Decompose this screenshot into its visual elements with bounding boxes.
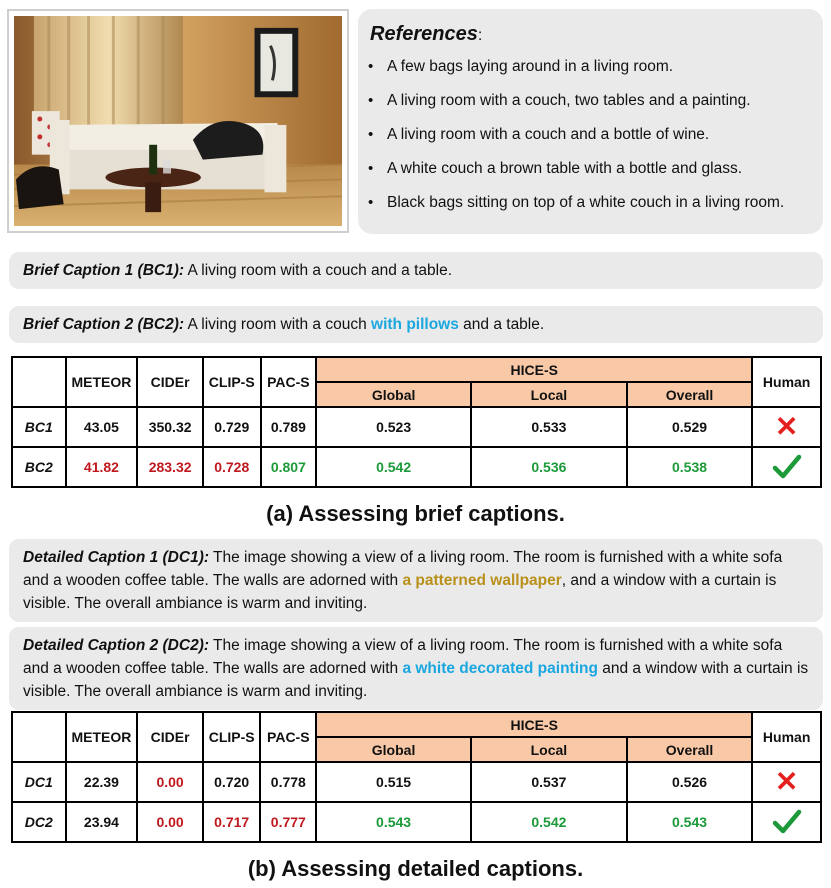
header-meteor: METEOR [66,357,138,407]
table-detailed [11,711,822,843]
reference-item: • A living room with a couch, two tables and a painting. [364,92,817,126]
header-pacs: PAC-S [260,712,316,762]
cell-human [752,802,821,842]
row-label: BC2 [12,447,66,487]
caption-highlight: a patterned wallpaper [402,572,562,589]
cell-cider: 283.32 [137,447,203,487]
caption-label: Brief Caption 2 (BC2): [23,316,185,333]
cell-pacs: 0.778 [260,762,316,802]
header-hices: HICE-S [316,712,752,737]
table-row [12,762,821,802]
header-cider: CIDEr [137,712,203,762]
header-human: Human [752,357,821,407]
cell-local: 0.533 [471,407,627,447]
cell-clips: 0.720 [203,762,261,802]
caption-highlight: a white decorated painting [402,660,598,677]
living-room-photo [7,9,349,233]
references-title [370,23,817,46]
caption-b: (b) Assessing detailed captions. [247,856,584,881]
table-row [12,407,821,447]
header-overall: Overall [627,737,753,762]
detailed-caption-1 [9,539,823,622]
references-list [364,58,817,228]
row-label: DC1 [12,762,66,802]
references-title-text: References [370,23,478,45]
corner-cell [12,712,66,762]
cell-clips: 0.729 [203,407,261,447]
cell-global: 0.543 [316,802,471,842]
cell-global: 0.515 [316,762,471,802]
living-room-image [14,16,342,226]
references-panel [358,9,823,234]
cell-local: 0.536 [471,447,627,487]
row-label: BC1 [12,407,66,447]
cell-human [752,762,821,802]
cell-overall: 0.529 [627,407,753,447]
caption-highlight: with pillows [371,316,459,333]
caption-label: Detailed Caption 1 (DC1): [23,549,210,566]
cell-global: 0.523 [316,407,471,447]
header-global: Global [316,382,471,407]
check-icon [772,809,802,835]
caption-label: Detailed Caption 2 (DC2): [23,637,210,654]
cell-meteor: 22.39 [66,762,138,802]
header-human: Human [752,712,821,762]
table-brief [11,356,822,488]
caption-label: Brief Caption 1 (BC1): [23,262,185,279]
cell-local: 0.537 [471,762,627,802]
cross-icon: ✕ [774,766,799,797]
brief-caption-1 [9,252,823,289]
header-local: Local [471,382,627,407]
cell-meteor: 23.94 [66,802,138,842]
cell-pacs: 0.807 [261,447,317,487]
cell-overall: 0.526 [627,762,753,802]
reference-item: • A living room with a couch and a bottle of wine. [364,126,817,160]
cell-cider: 0.00 [137,802,203,842]
header-clips: CLIP-S [203,712,261,762]
brief-caption-2 [9,306,823,343]
cell-clips: 0.717 [203,802,261,842]
header-cider: CIDEr [137,357,203,407]
reference-item: • A white couch a brown table with a bottle and glass. [364,160,817,194]
table-row [12,802,821,842]
cell-overall: 0.543 [627,802,753,842]
cross-icon: ✕ [774,411,799,442]
caption-text: The image showing a view of a living room. The room is furnished with a white sofa and a wooden coffee table. The walls are adorned with [23,637,783,677]
cell-pacs: 0.789 [261,407,317,447]
cell-overall: 0.538 [627,447,753,487]
cell-human [752,407,821,447]
row-label: DC2 [12,802,66,842]
cell-human [752,447,821,487]
header-hices: HICE-S [316,357,752,382]
cell-global: 0.542 [316,447,471,487]
caption-text: A living room with a couch and a table. [184,262,453,279]
caption-text: A living room with a couch [184,316,372,333]
cell-meteor: 43.05 [66,407,138,447]
references-title-colon: : [477,27,483,44]
cell-cider: 350.32 [137,407,203,447]
table-row [12,447,821,487]
caption-text: and a window with a curtain is visible. The overall ambiance is warm and inviting. [23,660,809,700]
check-icon [772,454,802,480]
detailed-caption-2 [9,627,823,710]
cell-clips: 0.728 [203,447,261,487]
cell-cider: 0.00 [137,762,203,802]
header-meteor: METEOR [66,712,138,762]
caption-text: , and a window with a curtain is visible. The overall ambiance is warm and inviting. [23,572,777,612]
header-local: Local [471,737,627,762]
corner-cell [12,357,66,407]
caption-text: The image showing a view of a living room. The room is furnished with a white sofa and a wooden coffee table. The walls are adorned with [23,549,783,589]
caption-a: (a) Assessing brief captions. [266,501,565,526]
cell-local: 0.542 [471,802,627,842]
cell-meteor: 41.82 [66,447,138,487]
header-clips: CLIP-S [203,357,261,407]
caption-text: and a table. [458,316,545,333]
reference-item: • Black bags sitting on top of a white couch in a living room. [364,194,817,228]
header-global: Global [316,737,471,762]
header-pacs: PAC-S [261,357,317,407]
header-overall: Overall [627,382,753,407]
cell-pacs: 0.777 [260,802,316,842]
reference-item: • A few bags laying around in a living room. [364,58,817,92]
